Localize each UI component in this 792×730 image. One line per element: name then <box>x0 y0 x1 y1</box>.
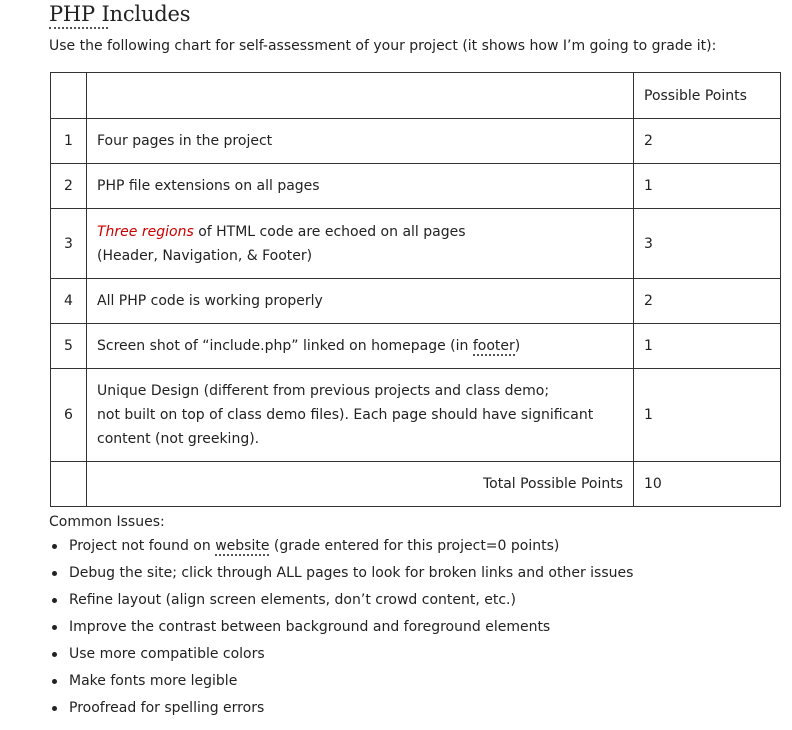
row-number: 4 <box>51 279 87 324</box>
list-item <box>49 615 633 642</box>
issue-text: Use more compatible colors <box>69 646 265 662</box>
row-number: 6 <box>51 369 87 462</box>
bullet-icon <box>52 679 57 684</box>
row-number: 5 <box>51 324 87 369</box>
header-cell-num <box>51 73 87 119</box>
list-item <box>49 534 633 561</box>
intro-text: Use the following chart for self-assessment of your project (it shows how I’m going to grade it): <box>49 38 717 54</box>
list-item <box>49 669 633 696</box>
list-item <box>49 696 633 723</box>
page-title: PHP Includes <box>49 2 191 26</box>
bullet-icon <box>52 598 57 603</box>
footer-abbr: footer <box>472 338 515 354</box>
table-row <box>51 324 781 369</box>
issue-text: Debug the site; click through ALL pages to look for broken links and other issues <box>69 565 634 581</box>
criterion-line2: not built on top of class demo files). Each page should have significant <box>97 407 594 423</box>
total-label: Total Possible Points <box>87 462 634 507</box>
row-points: 1 <box>634 369 781 462</box>
row-points: 3 <box>634 209 781 279</box>
criterion-line3: content (not greeking). <box>97 431 260 447</box>
criterion-emphasis: Three regions <box>97 223 194 240</box>
issue-text: Make fonts more legible <box>69 673 238 689</box>
issue-text: Project not found on <box>69 538 216 554</box>
row-points: 2 <box>634 119 781 164</box>
table-row <box>51 209 781 279</box>
row-criterion: All PHP code is working properly <box>87 279 634 324</box>
row-criterion <box>87 369 634 462</box>
row-criterion: Four pages in the project <box>87 119 634 164</box>
criterion-text: of HTML code are echoed on all pages <box>193 223 466 240</box>
criterion-line1: Unique Design (different from previous projects and class demo; <box>97 383 550 399</box>
issues-heading: Common Issues: <box>49 514 165 530</box>
criterion-text-end: ) <box>514 338 521 354</box>
header-cell-criterion <box>87 73 634 119</box>
table-row <box>51 369 781 462</box>
list-item <box>49 642 633 669</box>
table-total-row <box>51 462 781 507</box>
bullet-icon <box>52 544 57 549</box>
row-points: 2 <box>634 279 781 324</box>
title-abbr-underline <box>49 27 108 29</box>
issue-text: Refine layout (align screen elements, don’t crowd content, etc.) <box>69 592 516 608</box>
bullet-icon <box>52 706 57 711</box>
issue-text: Proofread for spelling errors <box>69 700 265 716</box>
row-number: 3 <box>51 209 87 279</box>
list-item <box>49 588 633 615</box>
header-cell-points: Possible Points <box>634 73 781 119</box>
row-number: 1 <box>51 119 87 164</box>
total-value: 10 <box>634 462 781 507</box>
table-row <box>51 164 781 209</box>
grading-table <box>50 72 781 507</box>
list-item <box>49 561 633 588</box>
row-points: 1 <box>634 164 781 209</box>
row-criterion: PHP file extensions on all pages <box>87 164 634 209</box>
criterion-line2: (Header, Navigation, & Footer) <box>97 247 313 264</box>
table-row <box>51 119 781 164</box>
row-criterion <box>87 209 634 279</box>
table-header-row <box>51 73 781 119</box>
issues-list <box>49 534 633 723</box>
issue-text: Improve the contrast between background and foreground elements <box>69 619 551 635</box>
row-criterion <box>87 324 634 369</box>
row-number: 2 <box>51 164 87 209</box>
row-points: 1 <box>634 324 781 369</box>
criterion-text: Screen shot of “include.php” linked on homepage (in <box>97 338 473 354</box>
bullet-icon <box>52 571 57 576</box>
issue-text-end: (grade entered for this project=0 points) <box>269 538 560 554</box>
bullet-icon <box>52 625 57 630</box>
website-abbr: website <box>215 538 270 554</box>
total-cell-empty <box>51 462 87 507</box>
table-row <box>51 279 781 324</box>
bullet-icon <box>52 652 57 657</box>
